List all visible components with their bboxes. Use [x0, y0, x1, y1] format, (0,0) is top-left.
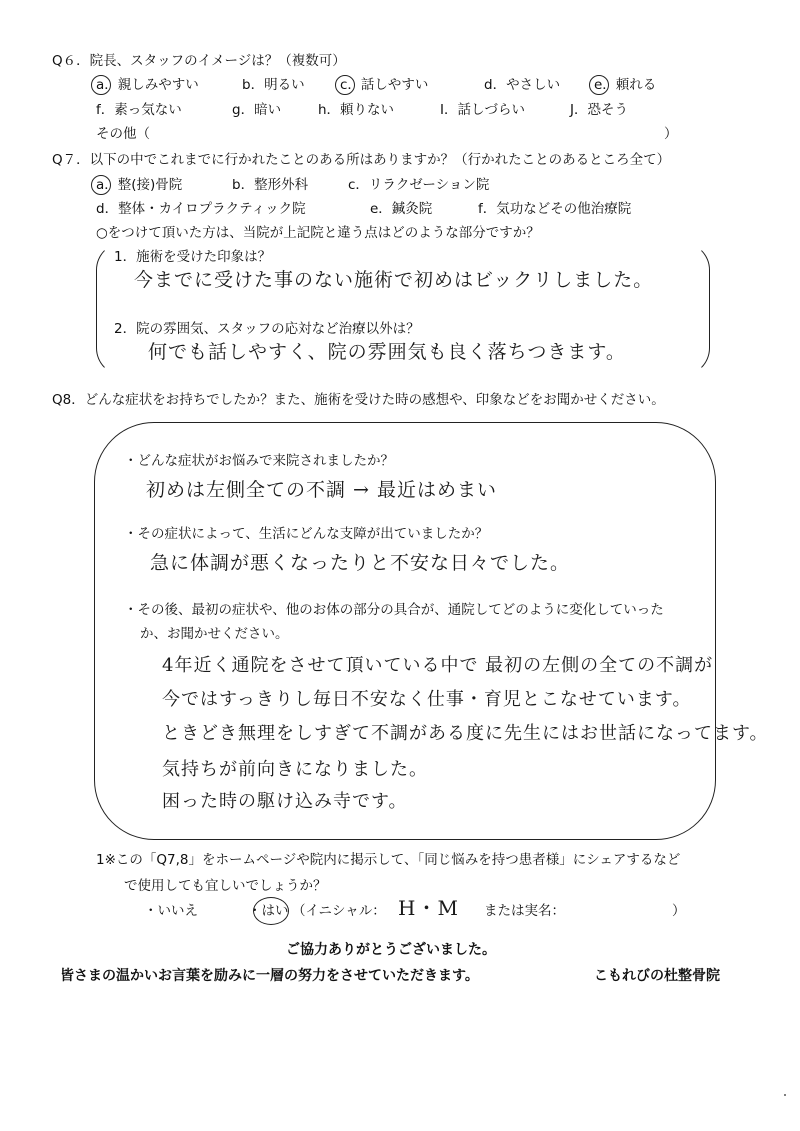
q8-item3-answer-line: 困った時の駆け込み寺です。	[162, 791, 408, 812]
q7-option-b: b．整形外科	[232, 177, 309, 193]
scan-speck	[784, 1094, 786, 1096]
consent-initial-label: （イニシャル：	[292, 903, 386, 919]
q7-circle-a	[91, 175, 111, 195]
q6-option-j: J．恐そう	[570, 102, 628, 118]
q6-option-i: I．話しづらい	[440, 102, 525, 118]
footer-message: 皆さまの温かいお言葉を励みに一層の努力をさせていただきます。	[60, 968, 479, 984]
consent-line1: 1※この「Q7,8」をホームページや院内に掲示して、「同じ悩みを持つ患者様」にシェアするなど	[96, 852, 681, 868]
consent-no: ・いいえ	[144, 903, 198, 919]
q7-sub2-answer: 何でも話しやすく、院の雰囲気も良く落ちつきます。	[148, 341, 626, 363]
q7-option-a: a．整(接)骨院	[96, 177, 183, 193]
q7-sub1-label: 1．施術を受けた印象は？	[114, 249, 272, 265]
q8-item3-answer-line: 4年近く通院をさせて頂いている中で 最初の左側の全ての不調が	[162, 655, 714, 676]
q8-item3-answer-line: ときどき無理をしすぎて不調がある度に先生にはお世話になってます。	[162, 723, 769, 744]
footer-thanks: ご協力ありがとうございました。	[286, 942, 496, 958]
q8-item2-label: ・その症状によって、生活にどんな支障が出ていましたか？	[124, 526, 489, 542]
q6-option-b: b．明るい	[242, 77, 305, 93]
q7-option-c: c．リラクゼーション院	[348, 177, 490, 193]
q7-note: ○をつけて頂いた方は、当院が上記院と違う点はどのような部分ですか？	[96, 225, 540, 241]
q8-item2-answer: 急に体調が悪くなったりと不安な日々でした。	[150, 552, 571, 574]
q6-circle-c	[335, 75, 355, 95]
q8-item3-answer-line: 今ではすっきりし毎日不安なく仕事・育児とこなせています。	[162, 689, 692, 710]
q6-other-close: ）	[664, 126, 678, 142]
q8-item3-answer-line: 気持ちが前向きになりました。	[162, 759, 428, 780]
consent-yes: ・はい	[248, 903, 289, 919]
q7-title: Q７．以下の中でこれまでに行かれたことのある所はありますか？（行かれたことのあるところ全て）	[52, 152, 671, 168]
q7-option-d: d．整体・カイロプラクティック院	[96, 201, 306, 217]
q7-option-f: f．気功などその他治療院	[478, 201, 632, 217]
q6-circle-a	[91, 75, 111, 95]
q6-option-g: g．暗い	[232, 102, 282, 118]
q6-option-a: a．親しみやすい	[96, 77, 199, 93]
q6-option-f: f．素っ気ない	[96, 102, 182, 118]
q6-other-label: その他（	[96, 126, 150, 142]
q8-item3-label-line1: ・その後、最初の症状や、他のお体の部分の具合が、通院してどのように変化していった	[124, 602, 664, 618]
q6-option-e: e．頼れる	[594, 77, 657, 93]
consent-close: ）	[672, 903, 686, 919]
q8-title: Q8．どんな症状をお持ちでしたか？また、施術を受けた時の感想や、印象などをお聞かせください。	[52, 392, 665, 408]
q6-option-h: h．頼りない	[318, 102, 395, 118]
q8-item1-answer: 初めは左側全ての不調 → 最近はめまい	[146, 479, 497, 501]
q7-option-e: e．鍼灸院	[370, 201, 433, 217]
q7-sub2-label: 2．院の雰囲気、スタッフの応対など治療以外は？	[114, 321, 420, 337]
q8-item1-label: ・どんな症状がお悩みで来院されましたか？	[124, 453, 394, 469]
q6-title: Q６．院長、スタッフのイメージは？（複数可）	[52, 53, 346, 69]
q8-item3-label-line2: か、お聞かせください。	[140, 626, 289, 642]
consent-initial-value: H・M	[398, 896, 459, 920]
q6-option-d: d．やさしい	[484, 77, 561, 93]
q6-option-c: c．話しやすい	[340, 77, 429, 93]
consent-yes-circle	[253, 897, 289, 925]
consent-realname-label: または実名：	[484, 903, 565, 919]
q7-sub1-answer: 今までに受けた事のない施術で初めはビックリしました。	[134, 269, 654, 291]
q6-circle-e	[589, 75, 609, 95]
consent-line2: で使用しても宜しいでしょうか？	[124, 878, 327, 894]
footer-clinic: こもれびの杜整骨院	[594, 968, 720, 984]
